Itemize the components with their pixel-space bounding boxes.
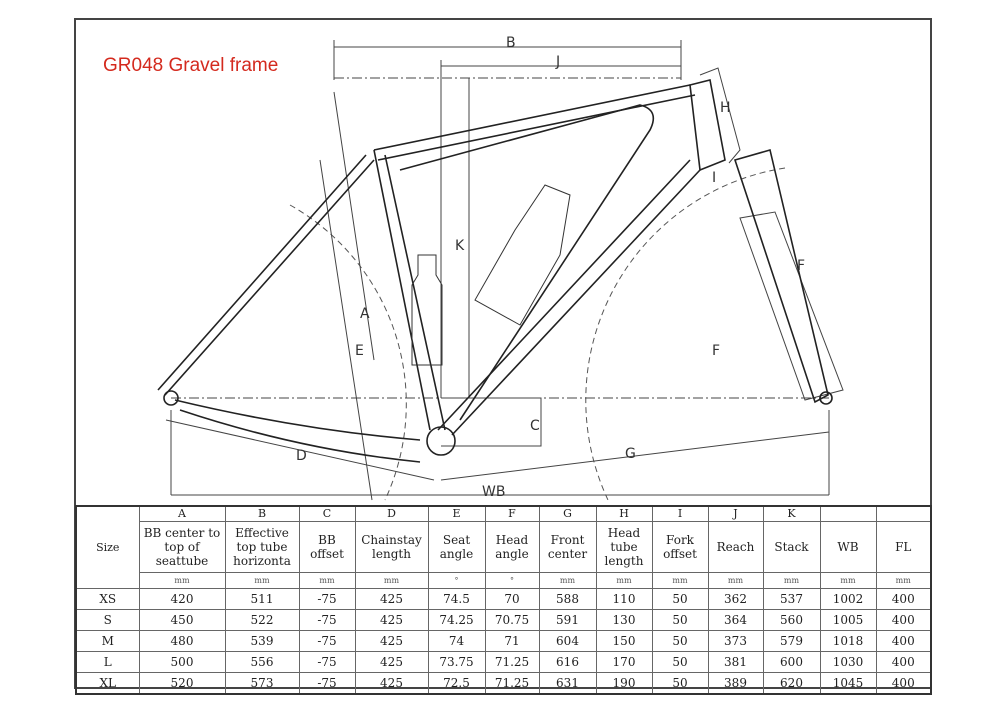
column-header: BB center to top of seattube — [139, 522, 225, 573]
label-C: C — [530, 418, 540, 434]
units-row — [76, 573, 931, 589]
column-letter: I — [652, 506, 708, 522]
column-unit: mm — [763, 573, 820, 589]
table-row — [76, 631, 931, 652]
value-cell: 425 — [355, 673, 428, 695]
value-cell: 425 — [355, 652, 428, 673]
column-unit: mm — [876, 573, 931, 589]
column-unit: mm — [539, 573, 596, 589]
value-cell: 50 — [652, 652, 708, 673]
value-cell: 400 — [876, 673, 931, 695]
value-cell: 74.5 — [428, 589, 485, 610]
value-cell: 539 — [225, 631, 299, 652]
label-A: A — [360, 306, 370, 322]
value-cell: 591 — [539, 610, 596, 631]
column-header: Fork offset — [652, 522, 708, 573]
value-cell: 71 — [485, 631, 539, 652]
column-unit: mm — [355, 573, 428, 589]
value-cell: 1018 — [820, 631, 876, 652]
table-row — [76, 673, 931, 695]
column-unit: mm — [596, 573, 652, 589]
frame-tubes — [158, 80, 832, 462]
fork — [735, 150, 828, 402]
value-cell: -75 — [299, 610, 355, 631]
value-cell: 425 — [355, 631, 428, 652]
column-unit: mm — [225, 573, 299, 589]
column-unit: mm — [708, 573, 763, 589]
value-cell: 1045 — [820, 673, 876, 695]
label-E: E — [355, 343, 364, 359]
value-cell: 604 — [539, 631, 596, 652]
letters-row — [76, 506, 931, 522]
value-cell: 511 — [225, 589, 299, 610]
column-letter: H — [596, 506, 652, 522]
value-cell: 1005 — [820, 610, 876, 631]
value-cell: 74 — [428, 631, 485, 652]
head-tube — [690, 80, 725, 170]
label-B: B — [506, 35, 516, 51]
value-cell: 400 — [876, 631, 931, 652]
label-K: K — [455, 238, 465, 254]
value-cell: 480 — [139, 631, 225, 652]
value-cell: 50 — [652, 610, 708, 631]
value-cell: 373 — [708, 631, 763, 652]
value-cell: 616 — [539, 652, 596, 673]
value-cell: 1030 — [820, 652, 876, 673]
value-cell: 588 — [539, 589, 596, 610]
column-header: Stack — [763, 522, 820, 573]
diagram-title: GR048 Gravel frame — [103, 55, 279, 76]
value-cell: 110 — [596, 589, 652, 610]
label-I: I — [712, 170, 717, 186]
value-cell: 560 — [763, 610, 820, 631]
header-row — [76, 522, 931, 573]
value-cell: 600 — [763, 652, 820, 673]
value-cell: 389 — [708, 673, 763, 695]
value-cell: -75 — [299, 652, 355, 673]
value-cell: 381 — [708, 652, 763, 673]
size-cell: M — [76, 631, 139, 652]
column-letter — [876, 506, 931, 522]
value-cell: 522 — [225, 610, 299, 631]
column-unit: mm — [139, 573, 225, 589]
column-letter: E — [428, 506, 485, 522]
label-G: G — [625, 446, 636, 462]
dimension-lines — [166, 40, 843, 500]
column-header: Reach — [708, 522, 763, 573]
front-triangle-inner — [400, 105, 653, 420]
column-unit: ° — [485, 573, 539, 589]
value-cell: 450 — [139, 610, 225, 631]
value-cell: 50 — [652, 673, 708, 695]
column-header: Chainstay length — [355, 522, 428, 573]
value-cell: 400 — [876, 652, 931, 673]
value-cell: 71.25 — [485, 673, 539, 695]
size-cell: XS — [76, 589, 139, 610]
column-letter: G — [539, 506, 596, 522]
column-letter: D — [355, 506, 428, 522]
column-unit: ° — [428, 573, 485, 589]
bottles — [412, 185, 570, 365]
label-J: J — [556, 54, 561, 70]
size-header: Size — [76, 506, 139, 589]
column-letter: J — [708, 506, 763, 522]
column-unit: mm — [299, 573, 355, 589]
value-cell: 556 — [225, 652, 299, 673]
value-cell: 425 — [355, 589, 428, 610]
column-header: Head tube length — [596, 522, 652, 573]
geometry-table — [75, 505, 932, 695]
value-cell: 362 — [708, 589, 763, 610]
column-unit: mm — [652, 573, 708, 589]
column-header: Effective top tube horizonta — [225, 522, 299, 573]
column-letter: A — [139, 506, 225, 522]
column-header: Head angle — [485, 522, 539, 573]
value-cell: 190 — [596, 673, 652, 695]
column-header: FL — [876, 522, 931, 573]
value-cell: 72.5 — [428, 673, 485, 695]
column-header: WB — [820, 522, 876, 573]
column-letter — [820, 506, 876, 522]
value-cell: -75 — [299, 589, 355, 610]
size-cell: S — [76, 610, 139, 631]
column-header: Seat angle — [428, 522, 485, 573]
dimension-letters — [296, 35, 805, 500]
value-cell: 537 — [763, 589, 820, 610]
column-unit: mm — [820, 573, 876, 589]
bottom-bracket — [427, 427, 455, 455]
value-cell: 620 — [763, 673, 820, 695]
column-letter: B — [225, 506, 299, 522]
size-cell: L — [76, 652, 139, 673]
table-row — [76, 610, 931, 631]
value-cell: 500 — [139, 652, 225, 673]
value-cell: 70 — [485, 589, 539, 610]
value-cell: 631 — [539, 673, 596, 695]
value-cell: 73.75 — [428, 652, 485, 673]
value-cell: 74.25 — [428, 610, 485, 631]
top-tube — [374, 85, 695, 160]
value-cell: 364 — [708, 610, 763, 631]
value-cell: 573 — [225, 673, 299, 695]
value-cell: 520 — [139, 673, 225, 695]
value-cell: 420 — [139, 589, 225, 610]
label-FL: F — [797, 258, 806, 274]
seat-tube — [374, 150, 445, 430]
value-cell: 70.75 — [485, 610, 539, 631]
column-header: Front center — [539, 522, 596, 573]
table-row — [76, 589, 931, 610]
column-letter: F — [485, 506, 539, 522]
column-letter: K — [763, 506, 820, 522]
table-row — [76, 652, 931, 673]
value-cell: 170 — [596, 652, 652, 673]
value-cell: 71.25 — [485, 652, 539, 673]
label-D: D — [296, 448, 307, 464]
rear-wheel-arc — [290, 205, 406, 500]
label-H: H — [720, 100, 731, 116]
value-cell: 50 — [652, 631, 708, 652]
value-cell: 1002 — [820, 589, 876, 610]
size-cell: XL — [76, 673, 139, 695]
value-cell: -75 — [299, 673, 355, 695]
value-cell: 400 — [876, 610, 931, 631]
column-header: BB offset — [299, 522, 355, 573]
value-cell: 579 — [763, 631, 820, 652]
value-cell: 50 — [652, 589, 708, 610]
value-cell: 425 — [355, 610, 428, 631]
value-cell: 150 — [596, 631, 652, 652]
value-cell: 400 — [876, 589, 931, 610]
label-WB: WB — [482, 484, 506, 500]
seat-stay — [158, 155, 374, 395]
column-letter: C — [299, 506, 355, 522]
label-F: F — [712, 343, 721, 359]
value-cell: 130 — [596, 610, 652, 631]
value-cell: -75 — [299, 631, 355, 652]
